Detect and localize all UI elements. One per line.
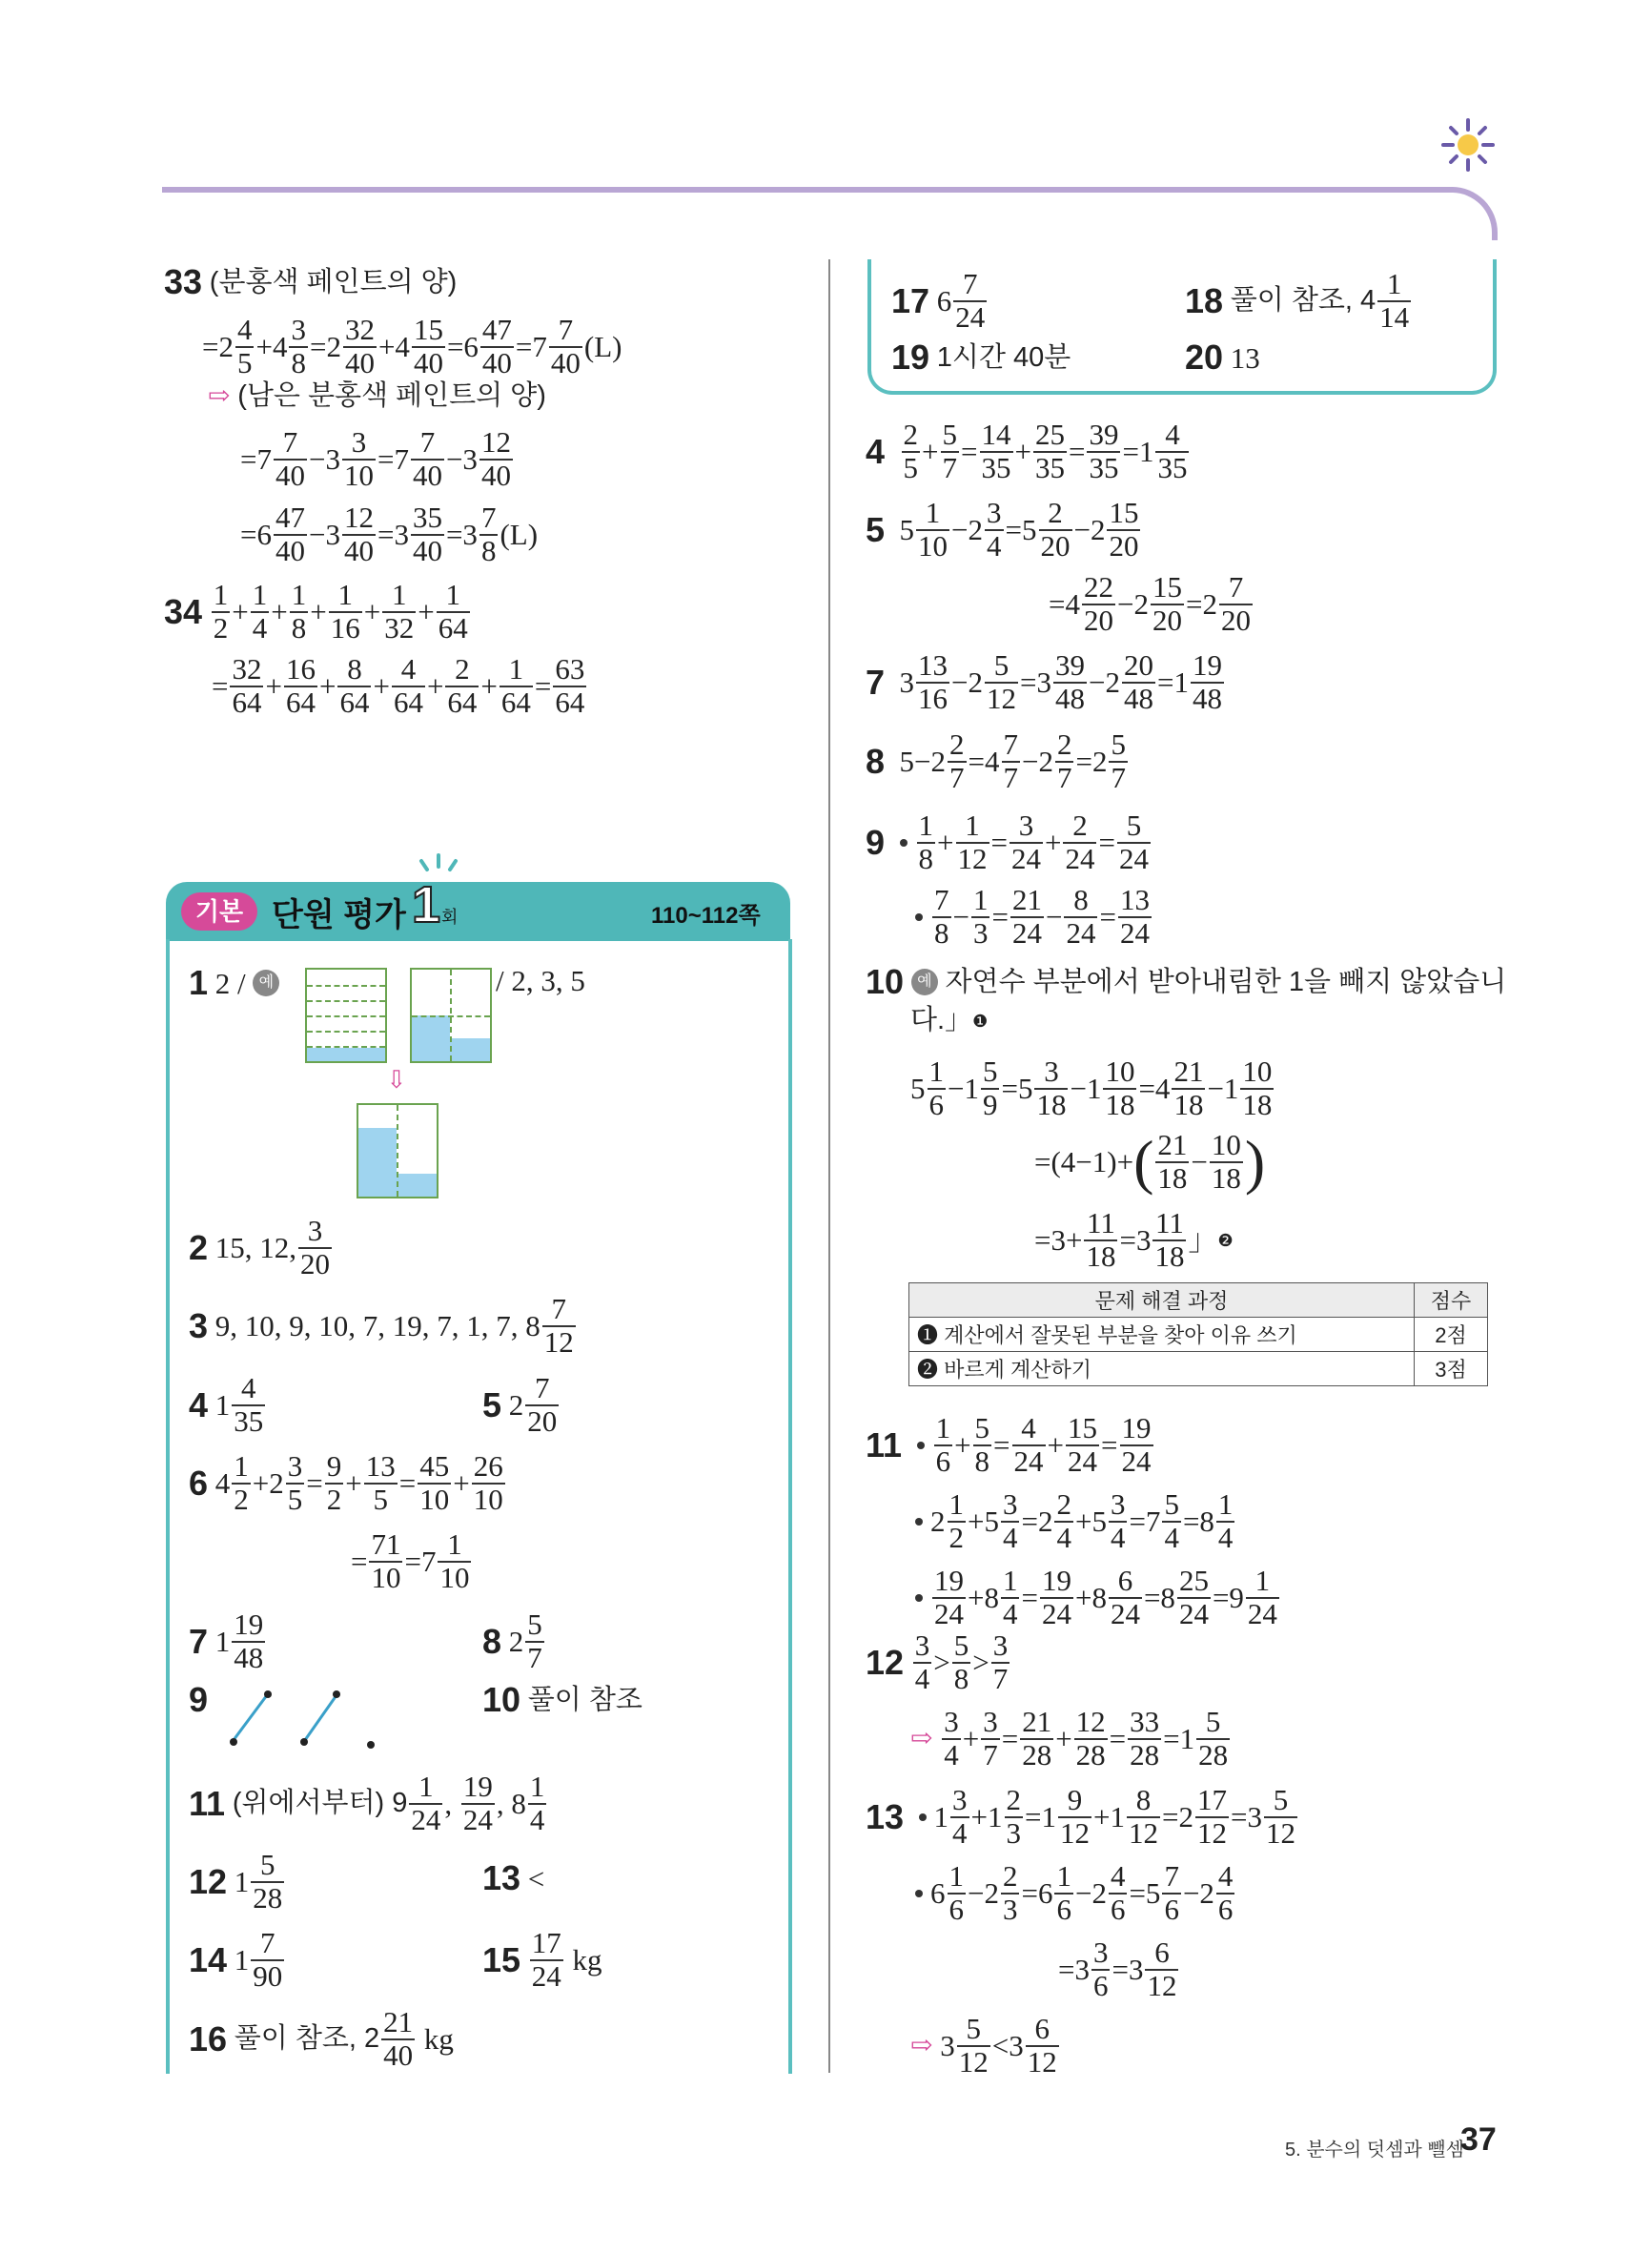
- l-q11: 11 (위에서부터) 9 $\frac{1}{24}$ , $\frac{19}{24}$ , 8 $\frac{1}{4}$: [189, 1770, 545, 1836]
- l-q10: 10 풀이 참조: [482, 1680, 642, 1719]
- grid-1: [305, 968, 387, 1063]
- header-rule-curve: [1406, 187, 1498, 240]
- l-q4: 4 1 $\frac{4}{35}$: [189, 1371, 264, 1438]
- sun-icon: [1439, 116, 1497, 174]
- example-badge: 예: [253, 970, 279, 996]
- l-q3: 3 9, 10, 9, 10, 7, 19, 7, 1, 7, 8 $\frac{7}{12}$: [189, 1292, 574, 1359]
- q33-header: 33 (분홍색 페인트의 양): [164, 262, 458, 301]
- r-q13-b: 6 $\frac{1}{6}$ −2 $\frac{2}{3}$ =6 $\frac{1}{6}$ −2 $\frac{4}{6}$ =5 $\frac{7}{6}$ −2 $\frac{4}{6}$: [915, 1861, 1236, 1925]
- header-rule: [162, 187, 1454, 193]
- q34-line2: = $\frac{32}{64}$ + $\frac{16}{64}$ + $\frac{8}{64}$ + $\frac{4}{64}$ + $\frac{2}{64}$ + $\frac{1}{64}$ = $\frac{63}{64}$: [212, 652, 585, 719]
- l-q14: 14 1 $\frac{7}{90}$: [189, 1926, 283, 1993]
- scoring-table: 문제 해결 과정 점수 ❶ 계산에서 잘못된 부분을 찾아 이유 쓰기 2점 ❷ 바르게 계산하기 3점: [908, 1282, 1488, 1386]
- l-q5: 5 2 $\frac{7}{20}$: [482, 1371, 558, 1438]
- l-q12: 12 1 $\frac{5}{28}$: [189, 1848, 283, 1915]
- r-q4: 4 $\frac{2}{5}$ + $\frac{5}{7}$ = $\frac{14}{35}$ + $\frac{25}{35}$ = $\frac{39}{35}$ =1 $\frac{4}{35}$: [866, 418, 1188, 484]
- grid-2: [410, 968, 492, 1063]
- section-round-suffix: 회: [441, 908, 459, 927]
- section-pages: 110~112쪽: [651, 903, 761, 929]
- r-q5: 5 5 $\frac{1}{10}$ −2 $\frac{3}{4}$ =5 $\frac{2}{20}$ −2 $\frac{15}{20}$: [866, 496, 1139, 563]
- r-q11-b: 2 $\frac{1}{2}$ +5 $\frac{3}{4}$ =2 $\frac{2}{4}$ +5 $\frac{3}{4}$ =7 $\frac{5}{4}$ =8 $\frac{1}{4}$: [915, 1489, 1236, 1553]
- q33-line3: =6 $\frac{47}{40}$ −3 $\frac{12}{40}$ =3 $\frac{35}{40}$ =3 $\frac{7}{8}$ (L): [240, 501, 539, 567]
- r-q13: 13 1 $\frac{3}{4}$ +1 $\frac{2}{3}$ =1 $\frac{9}{12}$ +1 $\frac{8}{12}$ =2 $\frac{17}{12}$ =3 $\frac{5}{12}$: [866, 1783, 1295, 1850]
- r-q12: 12 $\frac{3}{4}$ > $\frac{5}{8}$ > $\frac{3}{7}$: [866, 1628, 1009, 1695]
- l-q1: 1 2 / 예: [189, 966, 279, 1000]
- q33-line1: =2 $\frac{4}{5}$ +4 $\frac{3}{8}$ =2 $\frac{32}{40}$ +4 $\frac{15}{40}$ =6 $\frac{47}{40}$ =7 $\frac{7}{40}$ (L): [202, 313, 622, 379]
- grid-3: [357, 1103, 438, 1198]
- r-q9-b: $\frac{7}{8}$ − $\frac{1}{3}$ = $\frac{21}{24}$ − $\frac{8}{24}$ = $\frac{13}{24}$: [915, 885, 1153, 949]
- q33-sub-header: ⇨ (남은 분홍색 페인트의 양): [208, 380, 546, 411]
- section-title: 단원 평가: [272, 897, 406, 933]
- l-q15: 15 $\frac{17}{24}$ kg: [482, 1926, 602, 1993]
- box-q20: 20 13: [1185, 338, 1260, 377]
- l-q8: 8 2 $\frac{5}{7}$: [482, 1608, 542, 1674]
- l-q6-line2: = $\frac{71}{10}$ =7 $\frac{1}{10}$: [351, 1527, 470, 1594]
- r-q10: 10 예 자연수 부분에서 받아내림한 1을 빼지 않았습니: [866, 962, 1507, 1001]
- section-round: 1: [412, 876, 441, 933]
- dot-lines-figure: [224, 1688, 386, 1754]
- r-q10-eq1: 5 $\frac{1}{6}$ −1 $\frac{5}{9}$ =5 $\frac{3}{18}$ −1 $\frac{10}{18}$ =4 $\frac{21}{18}$ −1 $\frac{10}{18}$: [910, 1055, 1273, 1121]
- r-q11: 11 $\frac{1}{6}$ + $\frac{5}{8}$ = $\frac{4}{24}$ + $\frac{15}{24}$ = $\frac{19}{24}$: [866, 1411, 1152, 1478]
- r-q13-d: ⇨ 3 $\frac{5}{12}$ <3 $\frac{6}{12}$: [910, 2012, 1057, 2079]
- r-q10-eq2: =(4−1)+ ( $\frac{21}{18}$ − $\frac{10}{18}$ ): [1034, 1127, 1266, 1196]
- l-q6: 6 4 $\frac{1}{2}$ +2 $\frac{3}{5}$ = $\frac{9}{2}$ + $\frac{13}{5}$ = $\frac{45}{10}$ + $\frac{26}{10}$: [189, 1449, 503, 1516]
- chapter-label: 5. 분수의 덧셈과 뺄셈: [1285, 2140, 1464, 2161]
- page-number: 37: [1460, 2121, 1497, 2158]
- r-q7: 7 3 $\frac{13}{16}$ −2 $\frac{5}{12}$ =3 $\frac{39}{48}$ −2 $\frac{20}{48}$ =1 $\frac{19}{48}$: [866, 648, 1222, 715]
- q33-line2: =7 $\frac{7}{40}$ −3 $\frac{3}{10}$ =7 $\frac{7}{40}$ −3 $\frac{12}{40}$: [240, 425, 511, 492]
- box-q17: 17 6 $\frac{7}{24}$: [891, 267, 986, 334]
- l-q13: 13 <: [482, 1858, 545, 1897]
- r-q12-b: ⇨ $\frac{3}{4}$ + $\frac{3}{7}$ = $\frac{21}{28}$ + $\frac{12}{28}$ = $\frac{33}{28}$ =1 $\frac{5}{28}$: [910, 1705, 1229, 1772]
- r-q13-c: =3 $\frac{3}{6}$ =3 $\frac{6}{12}$: [1058, 1936, 1177, 2002]
- l-q2: 2 15, 12, $\frac{3}{20}$: [189, 1214, 331, 1280]
- box-q19: 19 1시간 40분: [891, 338, 1071, 377]
- arrow-icon: ⇨: [208, 380, 231, 411]
- l-q9: 9: [189, 1680, 209, 1719]
- section-tag: 기본: [181, 892, 257, 931]
- box-q18: 18 풀이 참조, 4 $\frac{1}{14}$: [1185, 267, 1410, 334]
- r-q10-line2: 다.」 ❶: [910, 1005, 989, 1035]
- r-q10-eq3: =3+ $\frac{11}{18}$ =3 $\frac{11}{18}$ 」 ❷: [1034, 1206, 1234, 1273]
- r-q8: 8 5−2 $\frac{2}{7}$ =4 $\frac{7}{7}$ −2 $\frac{2}{7}$ =2 $\frac{5}{7}$: [866, 727, 1126, 794]
- column-divider: [828, 259, 830, 2073]
- down-arrow-icon: ⇩: [386, 1066, 407, 1094]
- l-q7: 7 1 $\frac{19}{48}$: [189, 1608, 264, 1674]
- r-q11-c: $\frac{19}{24}$ +8 $\frac{1}{4}$ = $\frac{19}{24}$ +8 $\frac{6}{24}$ =8 $\frac{25}{24}$ =9 $\frac{1}{24}$: [915, 1566, 1281, 1629]
- r-q5-line2: =4 $\frac{22}{20}$ −2 $\frac{15}{20}$ =2 $\frac{7}{20}$: [1049, 570, 1251, 637]
- l-q1-b: / 2, 3, 5: [496, 964, 585, 997]
- q34-line1: 34 $\frac{1}{2}$ + $\frac{1}{4}$ + $\frac{1}{8}$ + $\frac{1}{16}$ + $\frac{1}{32}$ + $\frac{1}{64}$: [164, 578, 468, 645]
- example-badge: 예: [911, 969, 938, 995]
- l-q16: 16 풀이 참조, 2 $\frac{21}{40}$ kg: [189, 2005, 454, 2072]
- r-q9: 9 $\frac{1}{8}$ + $\frac{1}{12}$ = $\frac{3}{24}$ + $\frac{2}{24}$ = $\frac{5}{24}$: [866, 809, 1149, 875]
